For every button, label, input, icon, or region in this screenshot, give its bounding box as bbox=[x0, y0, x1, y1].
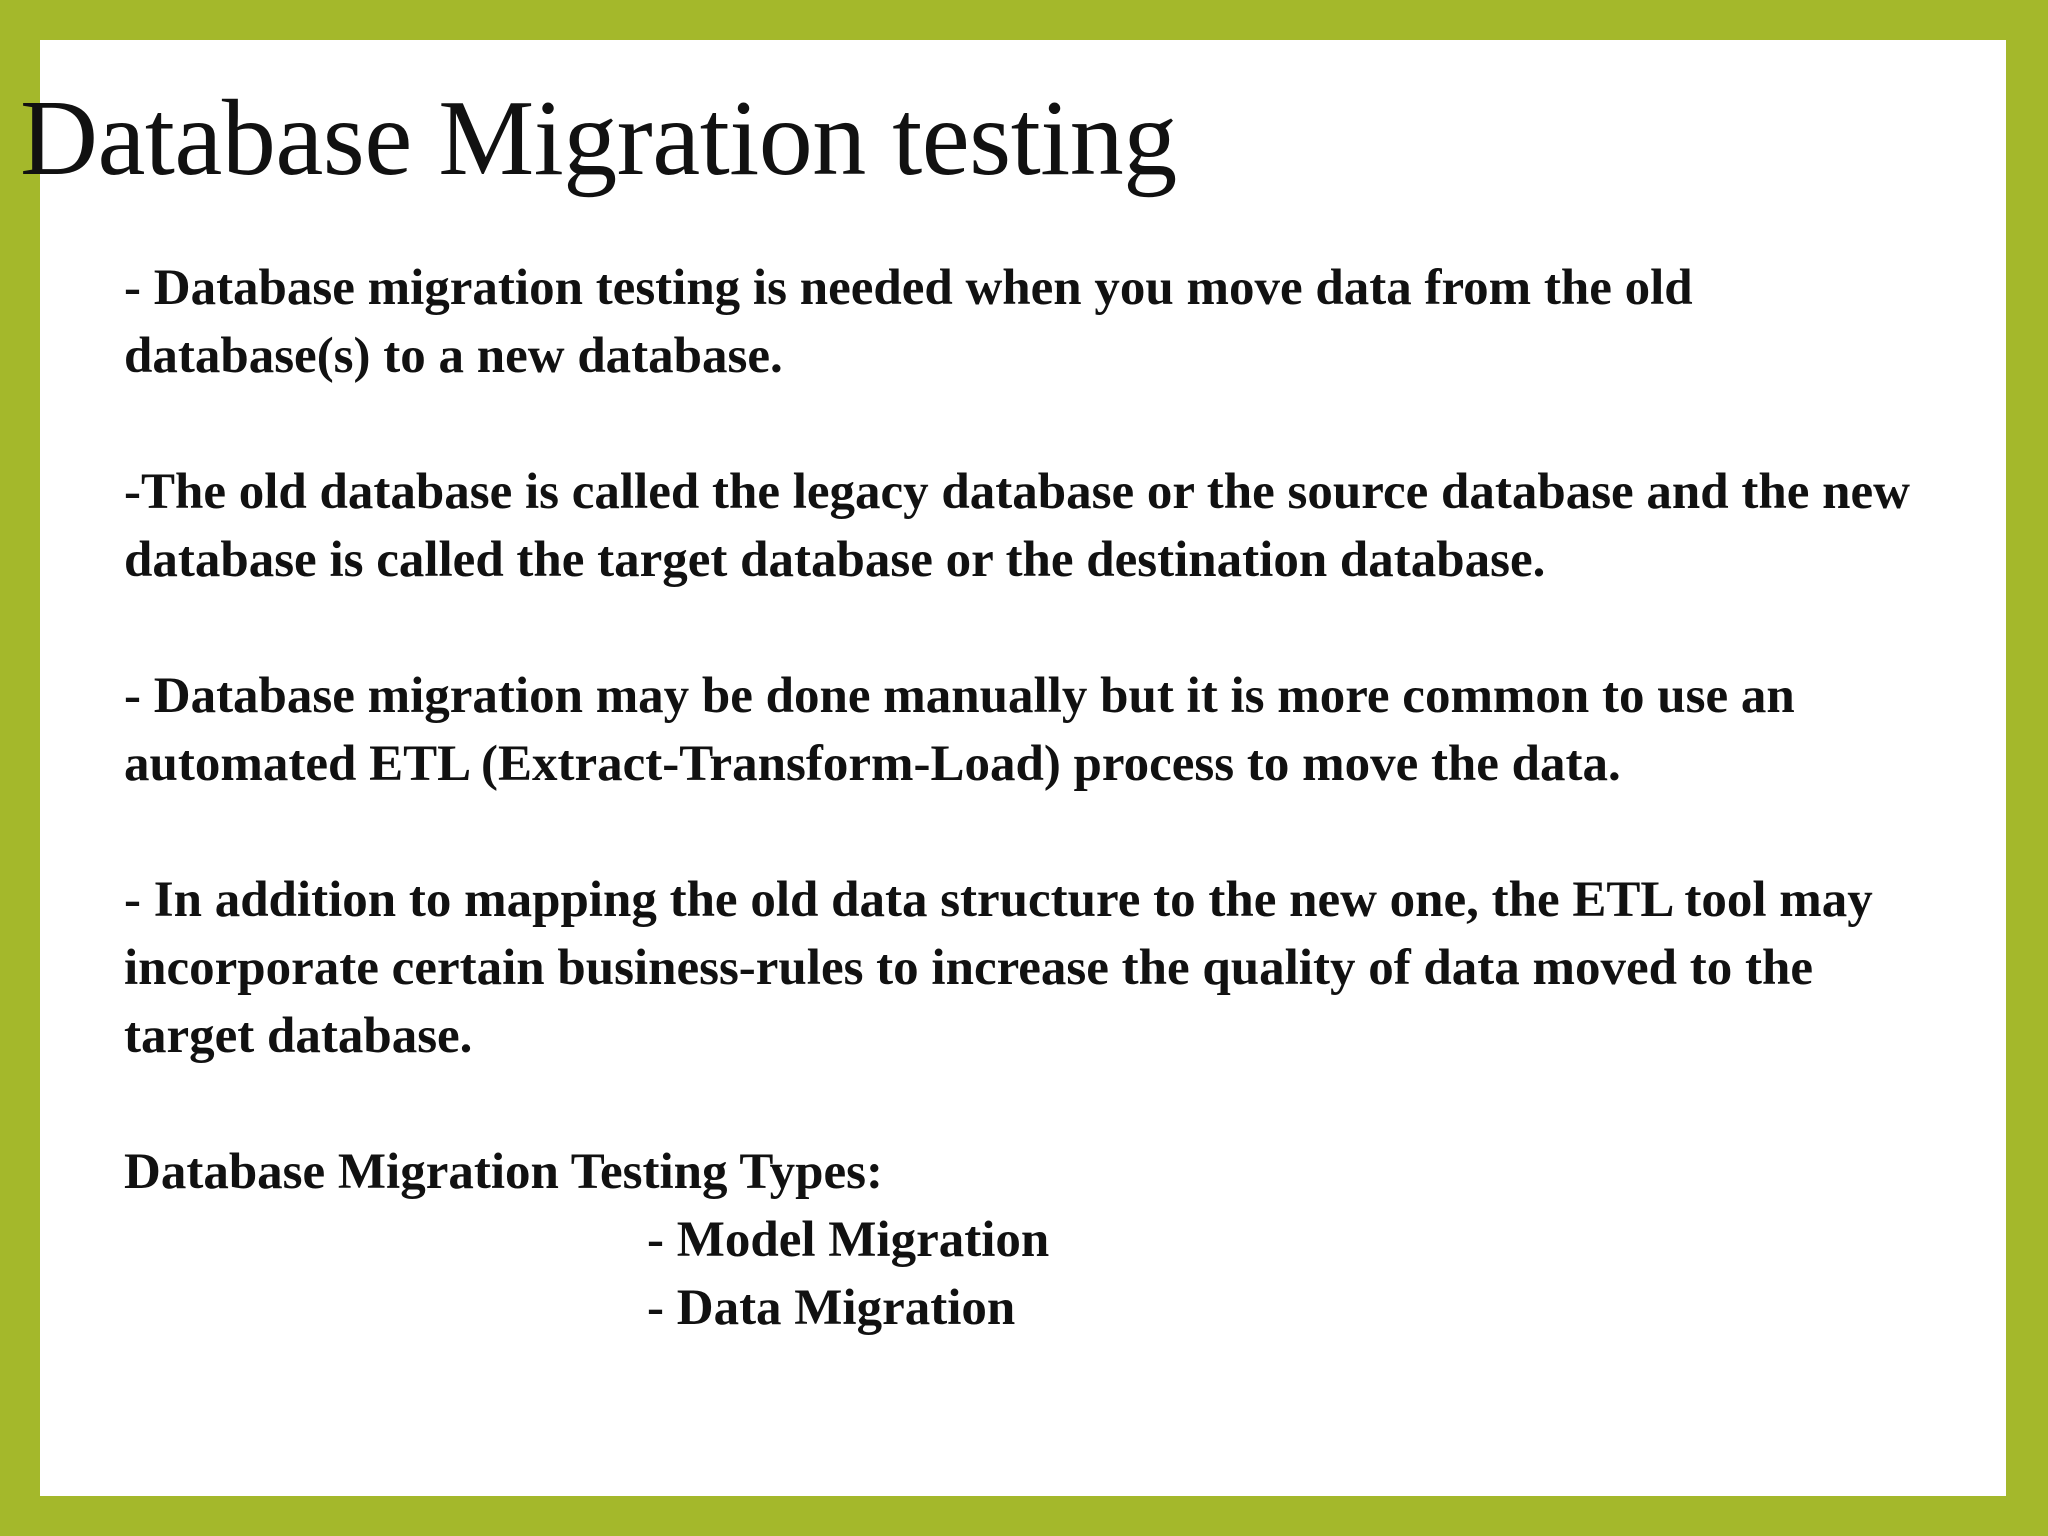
slide-body bbox=[124, 254, 1924, 1342]
testing-type-model-migration: - Model Migration bbox=[647, 1212, 1050, 1268]
testing-type-data-migration: - Data Migration bbox=[647, 1280, 1016, 1336]
paragraph-business-rules: - In addition to mapping the old data structure to the new one, the ETL tool may incorporate certain business-rules to increase the quality of data moved to the target database. bbox=[124, 872, 1873, 1064]
testing-types-list bbox=[124, 1206, 1924, 1342]
paragraph-source-target: -The old database is called the legacy database or the source database and the new database is called the target database or the destination database. bbox=[124, 464, 1910, 588]
paragraph-migration-need: - Database migration testing is needed when you move data from the old database(s) to a new database. bbox=[124, 260, 1693, 384]
paragraph-etl-process: - Database migration may be done manually but it is more common to use an automated ETL (Extract-Transform-Load) process to move the data. bbox=[124, 668, 1795, 792]
testing-types-heading: Database Migration Testing Types: bbox=[124, 1144, 883, 1200]
slide-title: Database Migration testing bbox=[20, 79, 1177, 198]
